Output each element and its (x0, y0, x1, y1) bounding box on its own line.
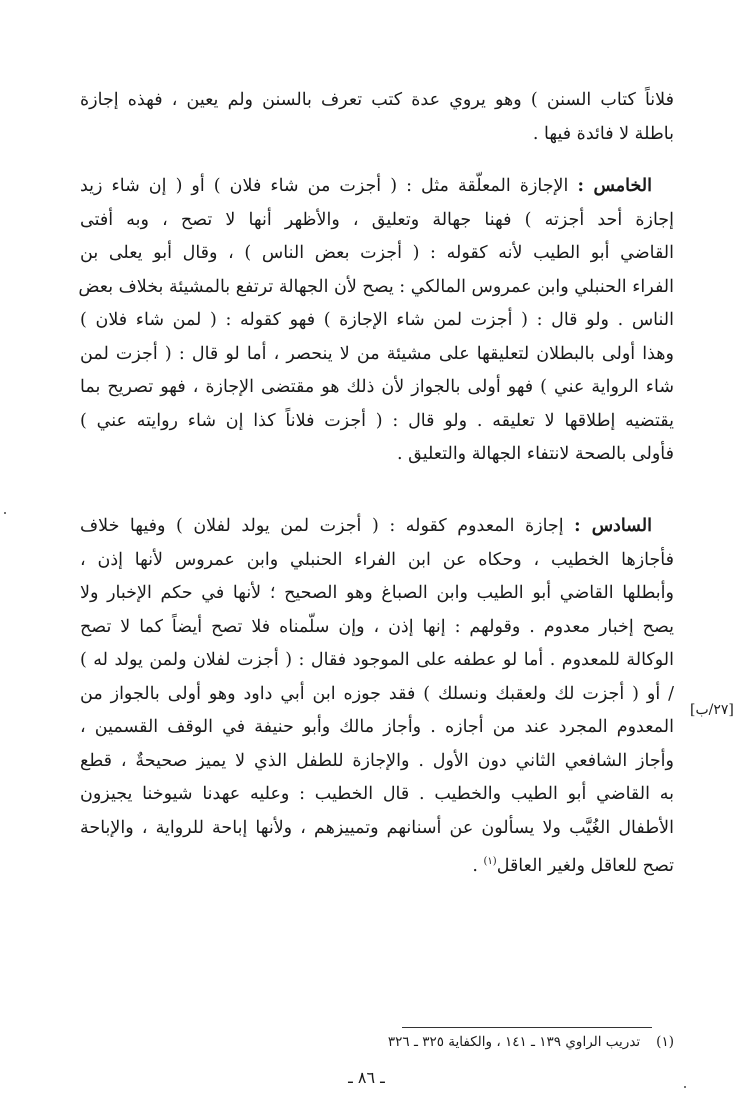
text-fragment: إجازة المعدوم كقوله : ( أجزت لمن يولد لفلان ) وفيها خلاف (80, 516, 564, 536)
text-line: به القاضي أبو الطيب والخطيب . قال الخطيب : وعليه عهدنا شيوخنا يجيزون (80, 784, 674, 804)
section-heading: السادس : (574, 516, 652, 536)
text-line: يصح إخبار معدوم . وقولهم : إنها إذن ، وإن سلّمناه فلا تصح أيضاً كما لا تصح (80, 616, 674, 637)
text-line: باطلة لا فائدة فيها . (532, 123, 674, 144)
text-line (80, 510, 674, 544)
text-line: فأولى بالصحة لانتفاء الجهالة والتعليق . (396, 444, 674, 464)
text-line: إجازة أحد أجزته ) فهنا جهالة وتعليق ، والأظهر أنها لا تصح ، وبه أفتى (80, 209, 674, 230)
paragraph-2 (80, 170, 674, 472)
text-line: شاء الرواية عني ) فهو أولى بالجواز لأن ذلك هو مقتضى الإجازة ، فهو تصريح بما (80, 377, 674, 397)
paragraph-1 (80, 84, 674, 151)
text-line: وهذا أولى بالبطلان لتعليقها على مشيئة من لا ينحصر ، أما لو قال : ( أجزت لمن (80, 343, 674, 364)
text-line (80, 845, 674, 879)
text-line: الفراء الحنبلي وابن عمروس المالكي : يصح لأن الجهالة ترتفع بالمشيئة بخلاف بعض (78, 276, 674, 297)
footnote (300, 1034, 674, 1050)
text-line: الأطفال الغُيَّب ولا يسألون عن أسنانهم وتمييزهم ، ولأنها إباحة للرواية ، والإباحة (80, 817, 674, 838)
footnote-reference[interactable]: (١) (483, 856, 497, 867)
text-fragment: الإجازة المعلّقة مثل : ( أجزت من شاء فلان ) أو ( إن شاء زيد (80, 176, 569, 196)
text-line (80, 170, 674, 204)
text-fragment: تصح للعاقل ولغير العاقل (496, 855, 674, 876)
footnote-separator (402, 1027, 652, 1028)
page-number: ـ ٨٦ ـ (348, 1068, 385, 1087)
text-line: المعدوم المجرد عند من أجازه . وأجاز مالك وأبو حنيفة في الوقف القسمين ، (80, 717, 674, 737)
paragraph-3 (80, 510, 674, 879)
text-line: وأبطلها القاضي أبو الطيب وابن الصباغ وهو الصحيح ؛ لأنها في حكم الإخبار ولا (80, 583, 674, 603)
text-line: القاضي أبو الطيب لأنه كقوله : ( أجزت بعض الناس ) ، وقال أبو يعلى بن (80, 243, 674, 263)
text-line: / أو ( أجزت لك ولعقبك ونسلك ) فقد جوزه ابن أبي داود وهو أولى بالجواز من (80, 683, 674, 704)
text-line: الناس . ولو قال : ( أجزت لمن شاء الإجازة ) فهو كقوله : ( لمن شاء فلان ) (80, 310, 674, 330)
footnote-mark: (١) (656, 1034, 674, 1050)
scan-speck (684, 1086, 686, 1088)
text-line: وأجاز الشافعي الثاني دون الأول . والإجازة للطفل الذي لا يميز صحيحةٌ ، قطع (80, 750, 674, 771)
section-heading: الخامس : (577, 176, 652, 196)
text-line: فلاناً كتاب السنن ) وهو يروي عدة كتب تعرف بالسنن ولم يعين ، فهذه إجازة (80, 90, 674, 110)
footnote-text: تدريب الراوي ١٣٩ ـ ١٤١ ، والكفاية ٣٢٥ ـ ٣٢٦ (387, 1034, 641, 1050)
text-fragment: . (472, 855, 484, 876)
scan-speck (4, 512, 6, 514)
manuscript-folio-note: [٢٧/ب] (690, 702, 734, 718)
text-line: الوكالة للمعدوم . أما لو عطفه على الموجود فقال : ( أجزت لفلان ولمن يولد له ) (80, 650, 674, 670)
text-line: فأجازها الخطيب ، وحكاه عن ابن الفراء الحنبلي وابن عمروس لأنها إذن ، (80, 549, 674, 570)
text-line: يقتضيه إطلاقها لا تعليقه . ولو قال : ( أجزت فلاناً كذا إن شاء روايته عني ) (80, 410, 674, 431)
